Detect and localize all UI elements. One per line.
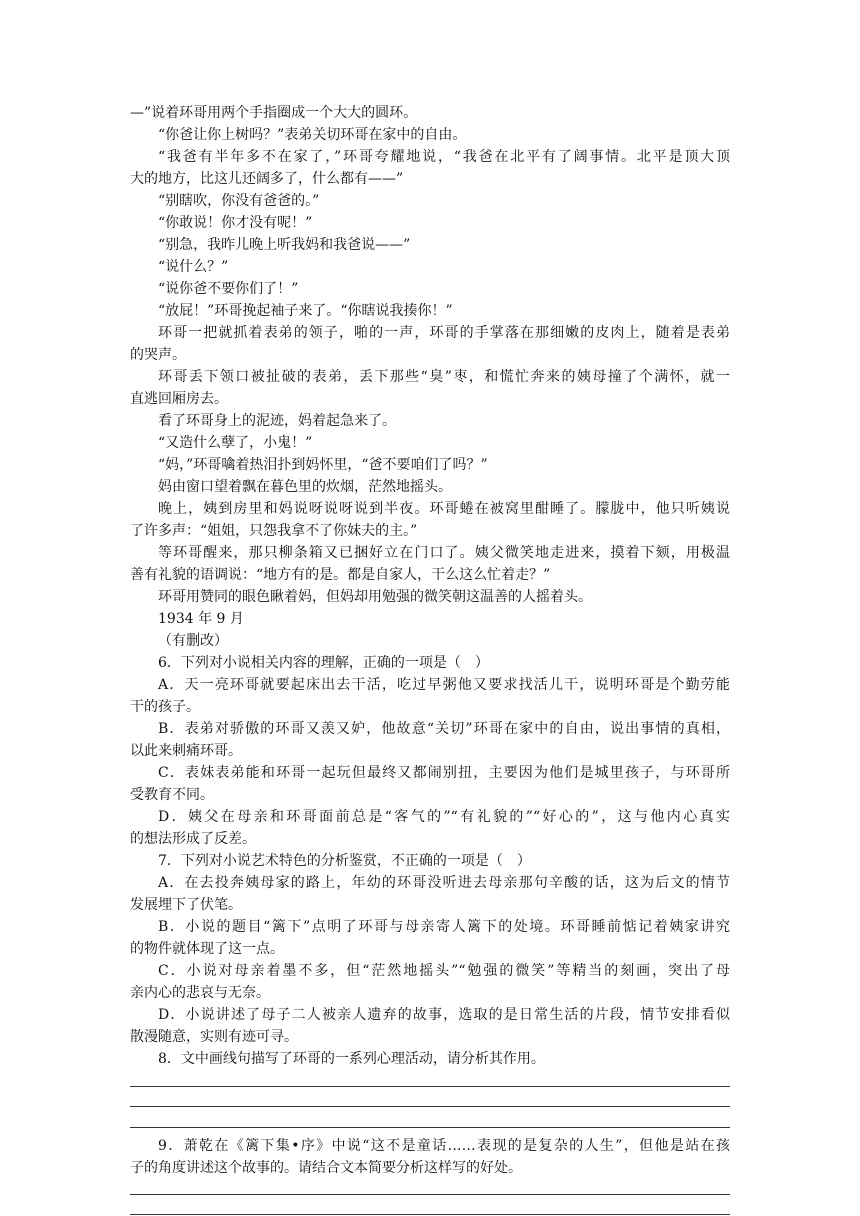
option-d-cont: 散漫随意，实则有迹可寻。 (130, 1029, 298, 1045)
story-line: 环哥丢下领口被扯破的表弟，丢下那些“臭”枣，和慌忙奔来的姨母撞了个满怀，就一 (158, 369, 730, 385)
story-line: “你爸让你上树吗？”表弟关切环哥在家中的自由。 (158, 127, 467, 143)
option-a-cont: 干的孩子。 (130, 699, 200, 715)
story-line: 等环哥醒来，那只柳条箱又已捆好立在门口了。姨父微笑地走进来，摸着下颏，用极温 (158, 545, 730, 561)
question-7-stem: 7．下列对小说艺术特色的分析鉴赏，不正确的一项是（ ） (158, 853, 531, 869)
story-line: “说什么？” (158, 259, 229, 275)
story-line: 善有礼貌的语调说：“地方有的是。都是自家人，干么这么忙着走？” (130, 567, 551, 583)
question-9-stem: 9．萧乾在《篱下集•序》中说“这不是童话……表现的是复杂的人生”，但他是站在孩 (158, 1138, 730, 1154)
question-6-stem: 6．下列对小说相关内容的理解，正确的一项是（ ） (158, 655, 489, 671)
story-line: 晚上，姨到房里和妈说呀说呀说到半夜。环哥蜷在被窝里酣睡了。朦胧中，他只听姨说 (158, 501, 730, 517)
option-c-cont: 亲内心的悲哀与无奈。 (130, 985, 270, 1001)
story-line: “我爸有半年多不在家了，”环哥夸耀地说，“我爸在北平有了阔事情。北平是顶大顶 (158, 149, 730, 165)
question-8-stem: 8．文中画线句描写了环哥的一系列心理活动，请分析其作用。 (158, 1051, 545, 1067)
option-a-cont: 发展埋下了伏笔。 (130, 897, 242, 913)
story-date: 1934 年 9 月 (158, 611, 244, 627)
story-line: 环哥一把就抓着表弟的领子，啪的一声，环哥的手掌落在那细嫩的皮肉上，随着是表弟 (158, 325, 730, 341)
story-line: 了许多声：“姐姐，只怨我拿不了你妹夫的主。” (130, 523, 418, 539)
story-line: 大的地方，比这儿还阔多了，什么都有——” (130, 171, 404, 187)
story-line: “妈，”环哥噙着热泪扑到妈怀里，“爸不要咱们了吗？” (158, 457, 488, 473)
story-line: 妈由窗口望着飘在暮色里的炊烟，茫然地摇头。 (158, 479, 452, 495)
story-line: “说你爸不要你们了！” (158, 281, 299, 297)
option-d: D．姨父在母亲和环哥面前总是“客气的”“有礼貌的”“好心的”，这与他内心真实 (158, 809, 730, 825)
option-c-cont: 受教育不同。 (130, 787, 214, 803)
option-b-cont: 以此来刺痛环哥。 (130, 743, 242, 759)
option-b-cont: 的物件就体现了这一点。 (130, 941, 284, 957)
story-line: 看了环哥身上的泥迹，妈着起急来了。 (158, 413, 396, 429)
option-c: C．表妹表弟能和环哥一起玩但最终又都闹别扭，主要因为他们是城里孩子，与环哥所 (158, 765, 730, 781)
option-b: B．表弟对骄傲的环哥又羡又妒，他故意“关切”环哥在家中的自由，说出事情的真相， (158, 721, 730, 737)
option-b: B．小说的题目“篱下”点明了环哥与母亲寄人篱下的处境。环哥睡前惦记着姨家讲究 (158, 919, 730, 935)
option-d: D．小说讲述了母子二人被亲人遗弃的故事，选取的是日常生活的片段，情节安排看似 (158, 1007, 730, 1023)
answer-line[interactable] (130, 1214, 730, 1215)
story-line: “又造什么孽了，小鬼！” (158, 435, 313, 451)
story-line: “别瞎吹，你没有爸爸的。” (158, 193, 320, 209)
option-a: A．天一亮环哥就要起床出去干活，吃过早粥他又要求找活儿干，说明环哥是个勤劳能 (158, 677, 730, 693)
story-line: 环哥用赞同的眼色瞅着妈，但妈却用勉强的微笑朝这温善的人摇着头。 (158, 589, 592, 605)
question-9-cont: 子的角度讲述这个故事的。请结合文本简要分析这样写的好处。 (130, 1160, 522, 1176)
option-c: C．小说对母亲着墨不多，但“茫然地摇头”“勉强的微笑”等精当的刻画，突出了母 (158, 963, 730, 979)
story-line: —”说着环哥用两个手指圈成一个大大的圆环。 (130, 105, 418, 121)
story-line: 直逃回厢房去。 (130, 391, 228, 407)
story-note: （有删改） (158, 633, 228, 649)
option-a: A．在去投奔姨母家的路上，年幼的环哥没听进去母亲那句辛酸的话，这为后文的情节 (158, 875, 730, 891)
option-d-cont: 的想法形成了反差。 (130, 831, 256, 847)
story-line: “放屁！”环哥挽起袖子来了。“你瞎说我揍你！” (158, 303, 453, 319)
story-line: “别急，我昨儿晚上听我妈和我爸说——” (158, 237, 411, 253)
story-line: “你敢说！你才没有呢！” (158, 215, 313, 231)
story-line: 的哭声。 (130, 347, 186, 363)
